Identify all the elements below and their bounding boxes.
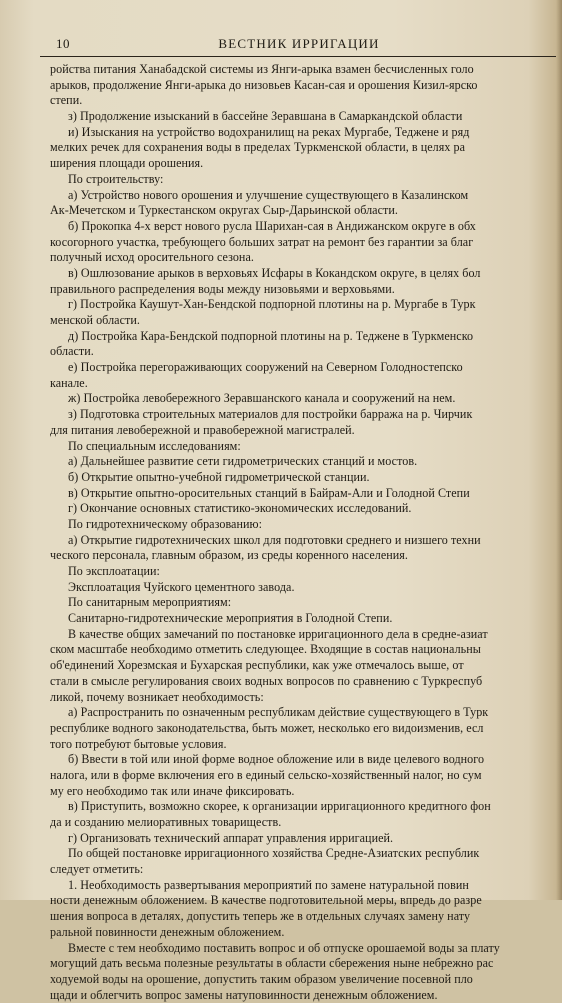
text-line: б) Открытие опытно-учебной гидрометрической станции. [68, 469, 370, 484]
text-line: канале. [50, 375, 88, 390]
text-line: об'единений Хорезмская и Бухарская республики, как уже отмечалось выше, от [50, 658, 464, 673]
text-line: степи. [50, 93, 83, 108]
page-edge-shadow [556, 0, 562, 900]
article-body [50, 62, 562, 1003]
text-line: г) Окончание основных статистико-экономических исследований. [68, 501, 412, 516]
text-line: шения вопроса в деталях, допустить теперь же в отдельных случаях замену нату [50, 909, 471, 924]
text-line: ральной повинности денежным обложением. [50, 924, 285, 939]
text-line: и) Изыскания на устройство водохранилищ на реках Мургабе, Теджене и ряд [68, 124, 470, 139]
text-line: того потребуют бытовые условия. [50, 736, 227, 751]
text-line: ликой, почему возникает необходимость: [50, 689, 264, 704]
text-line: му его необходимо так или иначе фиксировать. [50, 783, 295, 798]
page-header [44, 36, 554, 56]
text-line: мелких речек для сохранения воды в пределах Туркменской области, в целях ра [50, 140, 466, 155]
text-line: По общей постановке ирригационного хозяйства Средне-Азиатских республик [68, 846, 480, 861]
text-line: г) Постройка Каушут-Хан-Бендской подпорной плотины на р. Мургабе в Турк [68, 297, 476, 312]
text-line: б) Прокопка 4-х верст нового русла Шарихан-сая в Андижанском округе в обх [68, 218, 476, 233]
text-line: 1. Необходимость развертывания мероприятий по замене натуральной повин [68, 877, 469, 892]
page-number: 10 [56, 36, 70, 51]
text-line: По гидротехническому образованию: [68, 516, 263, 531]
text-line: а) Дальнейшее развитие сети гидрометрических станций и мостов. [68, 454, 418, 469]
text-line: д) Постройка Кара-Бендской подпорной плотины на р. Теджене в Туркменско [68, 328, 474, 343]
text-line: а) Распространить по означенным республикам действие существующего в Турк [68, 705, 489, 720]
text-line: а) Открытие гидротехнических школ для подготовки среднего и низшего техни [68, 532, 481, 547]
text-line: арыков, продолжение Янги-арыка до низовьев Касан-сая и орошения Кизил-ярско [50, 77, 478, 92]
journal-title: ВЕСТНИК ИРРИГАЦИИ [218, 36, 380, 51]
text-line: правильного распределения воды между низовьями и верховьями. [50, 281, 395, 296]
text-line: ском масштабе необходимо отметить следующее. Входящие в состав национальны [50, 642, 481, 657]
text-line: е) Постройка перегораживающих сооружений на Северном Голодностепско [68, 360, 463, 375]
text-line: з) Продолжение изысканий в бассейне Зеравшана в Самаркандской области [68, 109, 463, 124]
text-line: а) Устройство нового орошения и улучшение существующего в Казалинском [68, 187, 469, 202]
text-line: ж) Постройка левобережного Зеравшанского канала и сооружений на нем. [68, 391, 456, 406]
text-line: косогорного участка, требующего больших затрат на ремонт без гарантии за благ [50, 234, 474, 249]
text-line: для питания левобережной и правобережной магистралей. [50, 422, 355, 437]
text-line: в) Приступить, возможно скорее, к организации ирригационного кредитного фон [68, 799, 491, 814]
text-line: ности денежным обложением. В качестве подготовительной меры, впредь до разре [50, 893, 482, 908]
text-line: налога, или в форме включения его в единый сельско-хозяйственный налог, но сум [50, 767, 482, 782]
text-line: получный исход оросительного сезона. [50, 250, 254, 265]
text-line: Эксплоатация Чуйского цементного завода. [68, 579, 295, 594]
text-line: да и созданию мелиоративных товариществ. [50, 815, 282, 829]
text-line: По строительству: [68, 171, 164, 186]
text-line: В качестве общих замечаний по постановке ирригационного дела в средне-азиат [68, 626, 488, 641]
text-line: По специальным исследованиям: [68, 438, 241, 453]
text-line: республике водного законодательства, быть может, несколько его видоизменив, есл [50, 720, 484, 735]
text-line: По эксплоатации: [68, 564, 160, 578]
text-line: в) Ошлюзование арыков в верховьях Исфары в Кокандском округе, в целях бол [68, 265, 481, 280]
header-rule [40, 56, 556, 57]
text-line: Санитарно-гидротехнические мероприятия в Голодной Степи. [68, 611, 393, 626]
text-line: ройства питания Ханабадской системы из Янги-арыка взамен бесчисленных голо [50, 62, 474, 76]
text-line: Вместе с тем необходимо поставить вопрос и об отпуске орошаемой воды за плату [68, 940, 500, 955]
text-line: могущий дать весьма полезные результаты в области сбережения ныне небрежно рас [50, 956, 494, 971]
text-line: менской области. [50, 313, 140, 327]
text-line: стали в смысле регулирования своих водных вопросов по сравнению с Туркреспуб [50, 673, 483, 688]
text-line: в) Открытие опытно-оросительных станций в Байрам-Али и Голодной Степи [68, 485, 470, 500]
text-line: б) Ввести в той или иной форме водное обложение или в виде целевого водного [68, 752, 485, 767]
text-line: По санитарным мероприятиям: [68, 595, 232, 610]
text-line: г) Организовать технический аппарат управления ирригацией. [68, 830, 394, 845]
text-line: щади и облегчить вопрос замены натуповинности денежным обложением. [50, 987, 438, 1002]
text-line: ходуемой воды на орошение, допустить таким образом увеличение посевной пло [50, 971, 473, 986]
text-line: следует отметить: [50, 862, 144, 877]
text-line: ширения площади орошения. [50, 156, 204, 171]
text-line: ческого персонала, главным образом, из среды коренного населения. [50, 548, 408, 563]
text-line: з) Подготовка строительных материалов для постройки барража на р. Чирчик [68, 407, 473, 422]
text-line: Ак-Мечетском и Туркестанском округах Сыр-Дарьинской области. [50, 203, 398, 218]
text-line: области. [50, 344, 94, 359]
